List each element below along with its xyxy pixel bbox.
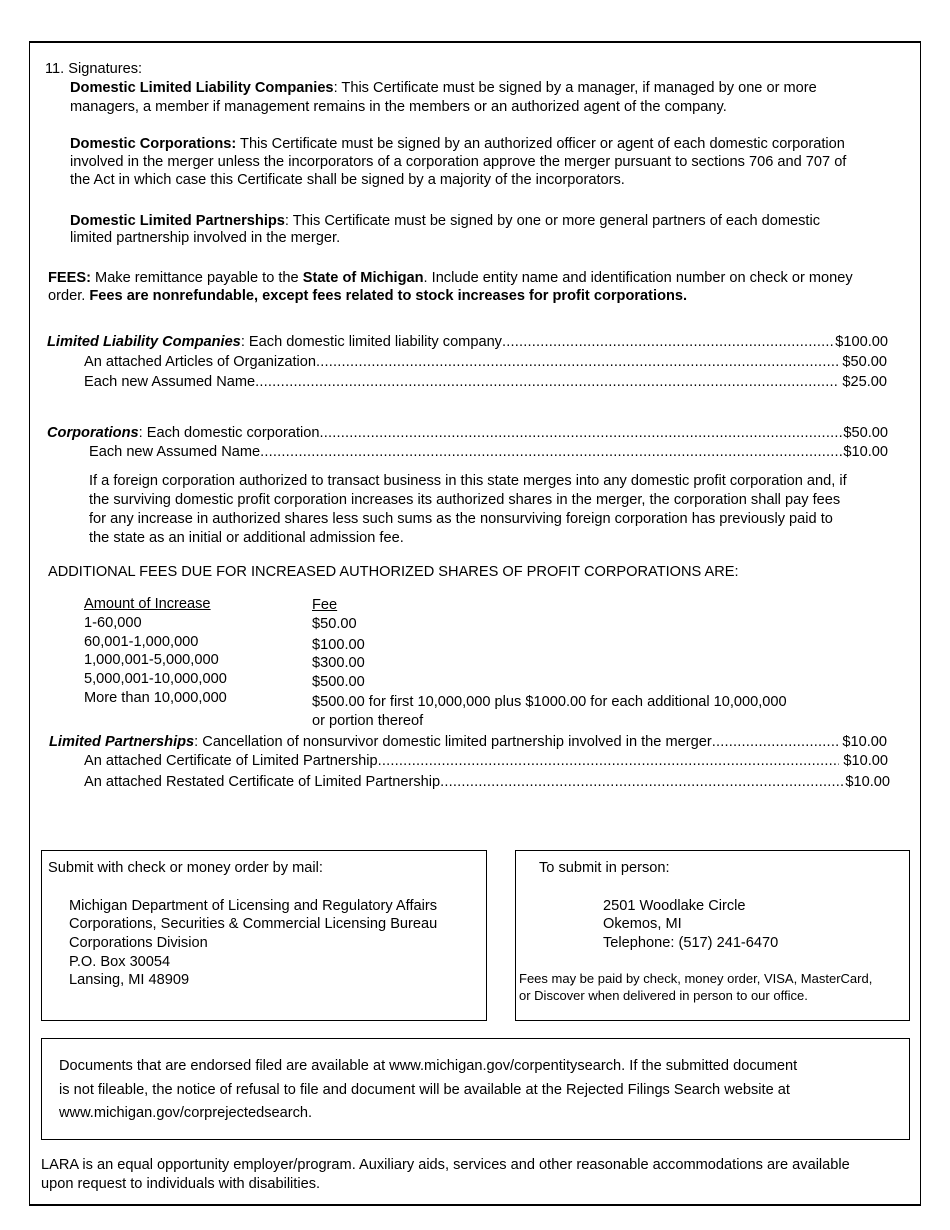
- filing-info-line: Documents that are endorsed filed are available at www.michigan.gov/corpentitysearch. If the submitted document: [59, 1058, 798, 1074]
- increase-fee: $100.00: [312, 637, 365, 653]
- increase-amount: 1,000,001-5,000,000: [84, 652, 219, 668]
- llc-fee-row-assumed-name: [84, 373, 887, 391]
- lp-fee-amount: $10.00: [838, 734, 887, 750]
- llc-signature-line2: managers, a member if management remains in the members or an authorized agent of the company.: [70, 99, 727, 115]
- fees-intro-text-c: order.: [48, 288, 90, 304]
- fees-intro-line2: [48, 287, 687, 305]
- col-amount-header: Amount of Increase: [84, 596, 211, 612]
- equal-opportunity-line2: upon request to individuals with disabilities.: [41, 1176, 321, 1192]
- corp-fee-label: [47, 424, 320, 442]
- llc-fee-desc: : Each domestic limited liability company: [240, 334, 502, 350]
- increase-fee: $50.00: [312, 616, 357, 632]
- mail-address-line: Michigan Department of Licensing and Regulatory Affairs: [69, 898, 438, 914]
- corp-signature-title: Domestic Corporations:: [70, 136, 237, 152]
- lp-restated-amount: $10.00: [845, 774, 890, 790]
- corp-assumed-name-amount: $10.00: [843, 444, 888, 460]
- foreign-note-line4: the state as an initial or additional admission fee.: [89, 530, 404, 546]
- fees-payee: State of Michigan: [302, 270, 424, 286]
- lp-signature-line1: [70, 212, 820, 230]
- foreign-note-line2: the surviving domestic profit corporation increases its authorized shares in the merger, the corporation shall pay fees: [89, 492, 841, 508]
- foreign-note-line3: for any increase in authorized shares less such sums as the nonsurviving foreign corporation has previously paid to: [89, 511, 833, 527]
- corp-signature-line1: [70, 135, 845, 153]
- increase-fee-continuation: or portion thereof: [312, 713, 424, 729]
- lp-fees-title: Limited Partnerships: [49, 734, 195, 750]
- lp-restated-label: An attached Restated Certificate of Limited Partnership: [84, 774, 441, 790]
- increase-amount: More than 10,000,000: [84, 690, 227, 706]
- lp-fee-row-restated: [84, 773, 890, 791]
- llc-fee-row-domestic: [47, 333, 888, 351]
- increase-fee: $500.00 for first 10,000,000 plus $1000.00 for each additional 10,000,000: [312, 694, 787, 710]
- mail-address-line: Corporations, Securities & Commercial Licensing Bureau: [69, 916, 438, 932]
- corp-fee-desc: : Each domestic corporation: [138, 425, 320, 441]
- fees-nonrefundable-note: Fees are nonrefundable, except fees related to stock increases for profit corporations.: [89, 288, 688, 304]
- lp-fee-label: [49, 733, 712, 751]
- filing-info-line: www.michigan.gov/corprejectedsearch.: [59, 1105, 313, 1121]
- mail-address-line: Corporations Division: [69, 935, 208, 951]
- lp-signature-text: : This Certificate must be signed by one or more general partners of each domestic: [284, 213, 821, 229]
- corp-signature-line2: involved in the merger unless the incorporators of a corporation approve the merger pursuant to sections 706 and 707 of: [70, 154, 847, 170]
- in-person-address-line: 2501 Woodlake Circle: [603, 898, 746, 914]
- lp-fee-desc: : Cancellation of nonsurvivor domestic limited partnership involved in the merger: [194, 734, 712, 750]
- mail-address-line: Lansing, MI 48909: [69, 972, 190, 988]
- lp-fee-row-certificate: [84, 752, 888, 770]
- corp-assumed-name-label: Each new Assumed Name: [89, 444, 261, 460]
- increase-amount: 1-60,000: [84, 615, 142, 631]
- in-person-address-line: Okemos, MI: [603, 916, 682, 932]
- lp-signature-line2: limited partnership involved in the merger.: [70, 230, 341, 246]
- fees-intro-text-b: . Include entity name and identification number on check or money: [423, 270, 853, 286]
- llc-assumed-name-label: Each new Assumed Name: [84, 374, 256, 390]
- llc-signature-line1: [70, 79, 817, 97]
- corp-signature-line3: the Act in which case this Certificate shall be signed by a majority of the incorporators.: [70, 172, 625, 188]
- llc-articles-amount: $50.00: [838, 354, 887, 370]
- in-person-box-heading: To submit in person:: [539, 860, 670, 876]
- llc-fee-label: [47, 333, 502, 351]
- in-person-phone: Telephone: (517) 241-6470: [603, 935, 779, 951]
- llc-fee-amount: $100.00: [835, 334, 888, 350]
- increase-fee: $300.00: [312, 655, 365, 671]
- lp-certificate-label: An attached Certificate of Limited Partnership: [84, 753, 378, 769]
- corp-fee-amount: $50.00: [843, 425, 888, 441]
- fees-intro-line1: [48, 269, 853, 287]
- payment-methods-note-line1: Fees may be paid by check, money order, VISA, MasterCard,: [519, 971, 873, 986]
- lp-certificate-amount: $10.00: [839, 753, 888, 769]
- llc-fees-title: Limited Liability Companies: [47, 334, 241, 350]
- llc-articles-label: An attached Articles of Organization: [84, 354, 317, 370]
- llc-signature-title: Domestic Limited Liability Companies: [70, 80, 334, 96]
- payment-methods-note-line2: or Discover when delivered in person to our office.: [519, 988, 808, 1003]
- equal-opportunity-line1: LARA is an equal opportunity employer/program. Auxiliary aids, services and other reasonable accommodations are available: [41, 1157, 850, 1173]
- corp-signature-text: This Certificate must be signed by an authorized officer or agent of each domestic corporation: [236, 136, 845, 152]
- mail-address-line: P.O. Box 30054: [69, 954, 171, 970]
- corp-fee-row-assumed-name: [89, 443, 888, 461]
- corp-fees-title: Corporations: [47, 425, 139, 441]
- lp-signature-title: Domestic Limited Partnerships: [70, 213, 285, 229]
- increase-fee: $500.00: [312, 674, 365, 690]
- llc-signature-text: : This Certificate must be signed by a manager, if managed by one or more: [333, 80, 817, 96]
- llc-assumed-name-amount: $25.00: [838, 374, 887, 390]
- fees-intro-text-a: Make remittance payable to the: [90, 270, 303, 286]
- col-fee-header: Fee: [312, 597, 338, 613]
- lp-fee-row-cancellation: [49, 733, 887, 751]
- additional-fees-heading: ADDITIONAL FEES DUE FOR INCREASED AUTHORIZED SHARES OF PROFIT CORPORATIONS ARE:: [48, 564, 739, 580]
- mail-box-heading: Submit with check or money order by mail:: [48, 860, 323, 876]
- increase-amount: 5,000,001-10,000,000: [84, 671, 227, 687]
- increase-amount: 60,001-1,000,000: [84, 634, 199, 650]
- foreign-note-line1: If a foreign corporation authorized to transact business in this state merges into any domestic profit corporation and, if: [89, 473, 847, 489]
- signatures-heading: 11. Signatures:: [45, 61, 143, 77]
- corp-fee-row-domestic: [47, 424, 888, 442]
- llc-fee-row-articles: [84, 353, 887, 371]
- fees-label: FEES:: [48, 270, 91, 286]
- filing-info-line: is not fileable, the notice of refusal to file and document will be available at the Rejected Filings Search website at: [59, 1082, 790, 1098]
